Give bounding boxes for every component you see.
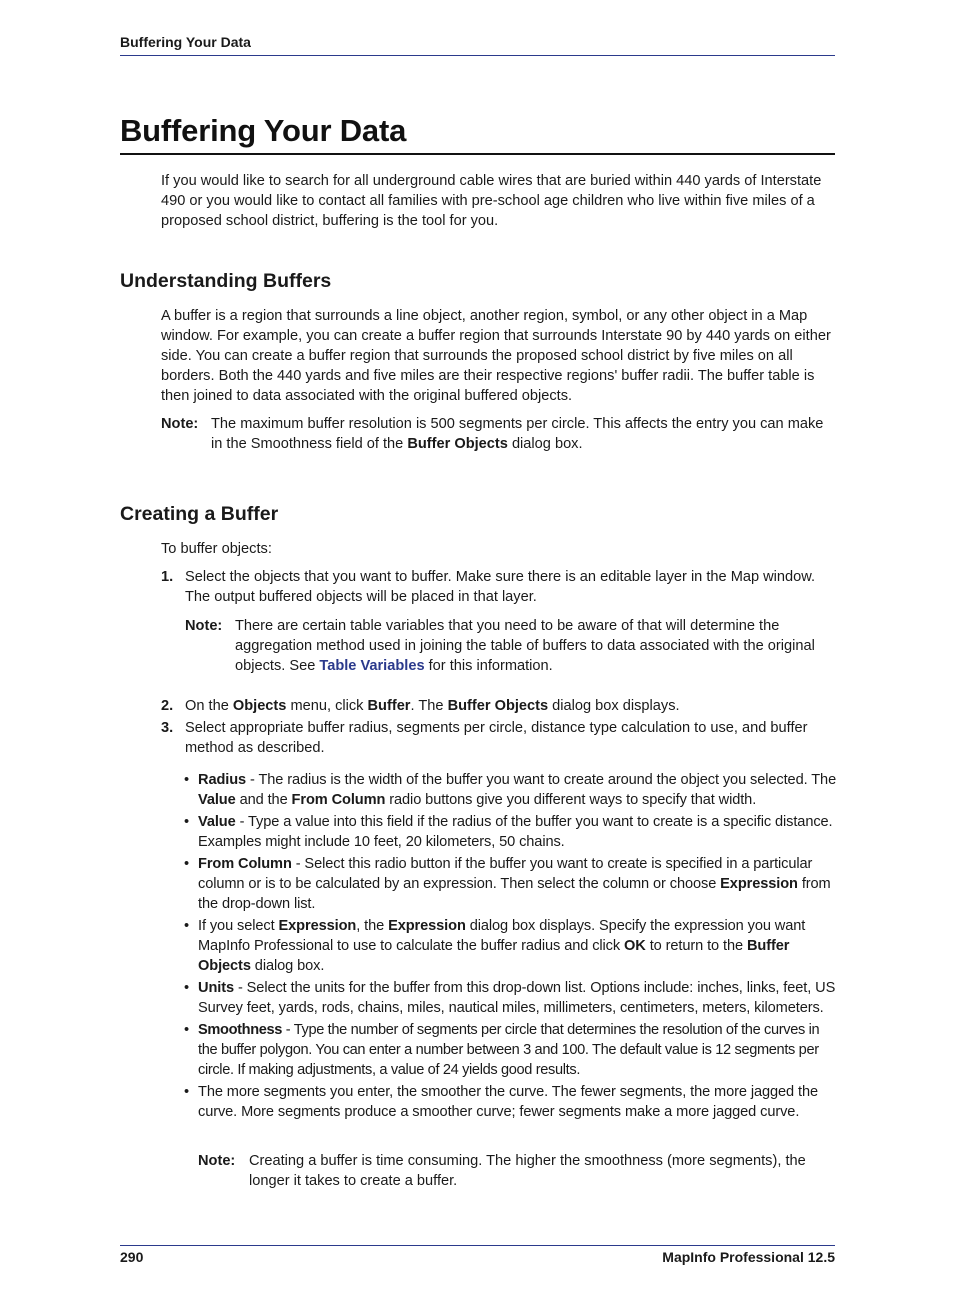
bullet-marker: •: [184, 918, 190, 934]
bullet-text-segments: The more segments you enter, the smoother the curve. The fewer segments, the more jagged the curve. More segments produce a smoother curve; fewer segments make a more jagged curve.: [198, 1084, 819, 1120]
procedure-lead: To buffer objects:: [161, 541, 272, 557]
bullet-text-smoothness: Smoothness - Type the number of segments per circle that determines the resolution of the curves in the buffer polygon. You can enter a number between 3 and 100. The default value is 12 segments per circle. If making adjustments, a value of 24 yields good results.: [198, 1022, 820, 1078]
running-header: Buffering Your Data: [120, 34, 251, 50]
bullet-marker: •: [184, 1084, 190, 1100]
section-heading-creating-a-buffer: Creating a Buffer: [120, 503, 279, 525]
bullet-marker: •: [184, 1022, 190, 1038]
list-item: [184, 1020, 837, 1080]
step-number: 1.: [161, 569, 174, 585]
step-text: Select the objects that you want to buffer. Make sure there is an editable layer in the Map window. The output buffered objects will be placed in that layer.: [185, 569, 816, 605]
intro-paragraph: If you would like to search for all underground cable wires that are buried within 440 yards of Interstate 490 or you would like to contact all families with pre-school age children who live within five miles of a proposed school district, buffering is the tool for you.: [161, 173, 822, 229]
list-item: [184, 916, 837, 976]
note-buffer-resolution: [161, 414, 837, 454]
bullet-text-units: Units - Select the units for the buffer from this drop-down list. Options include: inches, links, feet, US Survey feet, yards, rods, chains, miles, nautical miles, millimeters, centimeters, meters, kilometers.: [198, 980, 836, 1016]
option-bullet-list: [184, 770, 837, 1124]
understanding-paragraph: A buffer is a region that surrounds a line object, another region, symbol, or any other object in a Map window. For example, you can create a buffer region that surrounds Interstate 90 by 440 yards on either side. You can create a buffer region that surrounds the proposed school district by five miles on all borders. Both the 440 yards and five miles are their respective regions' buffer radii. The buffer table is then joined to data associated with the original buffered objects.: [161, 308, 831, 404]
step-1: [161, 567, 837, 607]
note-text: The maximum buffer resolution is 500 segments per circle. This affects the entry you can make in the Smoothness field of the Buffer Objects dialog box.: [211, 416, 824, 452]
list-item: [184, 854, 837, 914]
list-item: [184, 770, 837, 810]
note-label: Note:: [198, 1153, 236, 1169]
title-divider: [120, 153, 835, 155]
page-title: Buffering Your Data: [120, 113, 407, 148]
bullet-text-value: Value - Type a value into this field if the radius of the buffer you want to create is a specific distance. Examples might include 10 feet, 20 kilometers, 50 chains.: [198, 814, 833, 850]
bullet-text-radius: Radius - The radius is the width of the buffer you want to create around the object you selected. The Value and the From Column radio buttons give you different ways to specify that width.: [198, 772, 837, 808]
bullet-marker: •: [184, 980, 190, 996]
step-text: On the Objects menu, click Buffer. The Buffer Objects dialog box displays.: [185, 698, 680, 714]
bullet-text-expression: If you select Expression, the Expression dialog box displays. Specify the expression you want MapInfo Professional to use to calculate the buffer radius and click OK to return to the Buffer Objects dialog box.: [198, 918, 806, 974]
step-3: [161, 718, 837, 758]
step-2: [161, 696, 837, 716]
note-text: Creating a buffer is time consuming. The higher the smoothness (more segments), the longer it takes to create a buffer.: [249, 1153, 806, 1189]
bullet-marker: •: [184, 856, 190, 872]
step-number: 2.: [161, 698, 174, 714]
list-item: [184, 978, 837, 1018]
table-variables-link[interactable]: Table Variables: [319, 658, 425, 674]
note-label: Note:: [185, 618, 223, 634]
page-number: 290: [120, 1249, 144, 1265]
bullet-text-from-column: From Column - Select this radio button if the buffer you want to create is specified in a particular column or is to be calculated by an expression. Then select the column or choose Expression from the drop-down list.: [198, 856, 831, 912]
step-text: Select appropriate buffer radius, segments per circle, distance type calculation to use, and buffer method as described.: [185, 720, 808, 756]
list-item: [184, 812, 837, 852]
footer-divider: [120, 1245, 835, 1246]
header-divider: [120, 55, 835, 56]
note-table-variables: [185, 616, 837, 676]
product-name: MapInfo Professional 12.5: [662, 1249, 835, 1265]
list-item: [184, 1082, 837, 1122]
section-heading-understanding-buffers: Understanding Buffers: [120, 270, 332, 292]
note-time-consuming: [198, 1151, 837, 1191]
bullet-marker: •: [184, 772, 190, 788]
bullet-marker: •: [184, 814, 190, 830]
note-text: There are certain table variables that you need to be aware of that will determine the aggregation method used in joining the table of buffers to data associated with the original objects. See Table Variables for this information.: [235, 618, 815, 674]
note-label: Note:: [161, 416, 199, 432]
step-number: 3.: [161, 720, 174, 736]
